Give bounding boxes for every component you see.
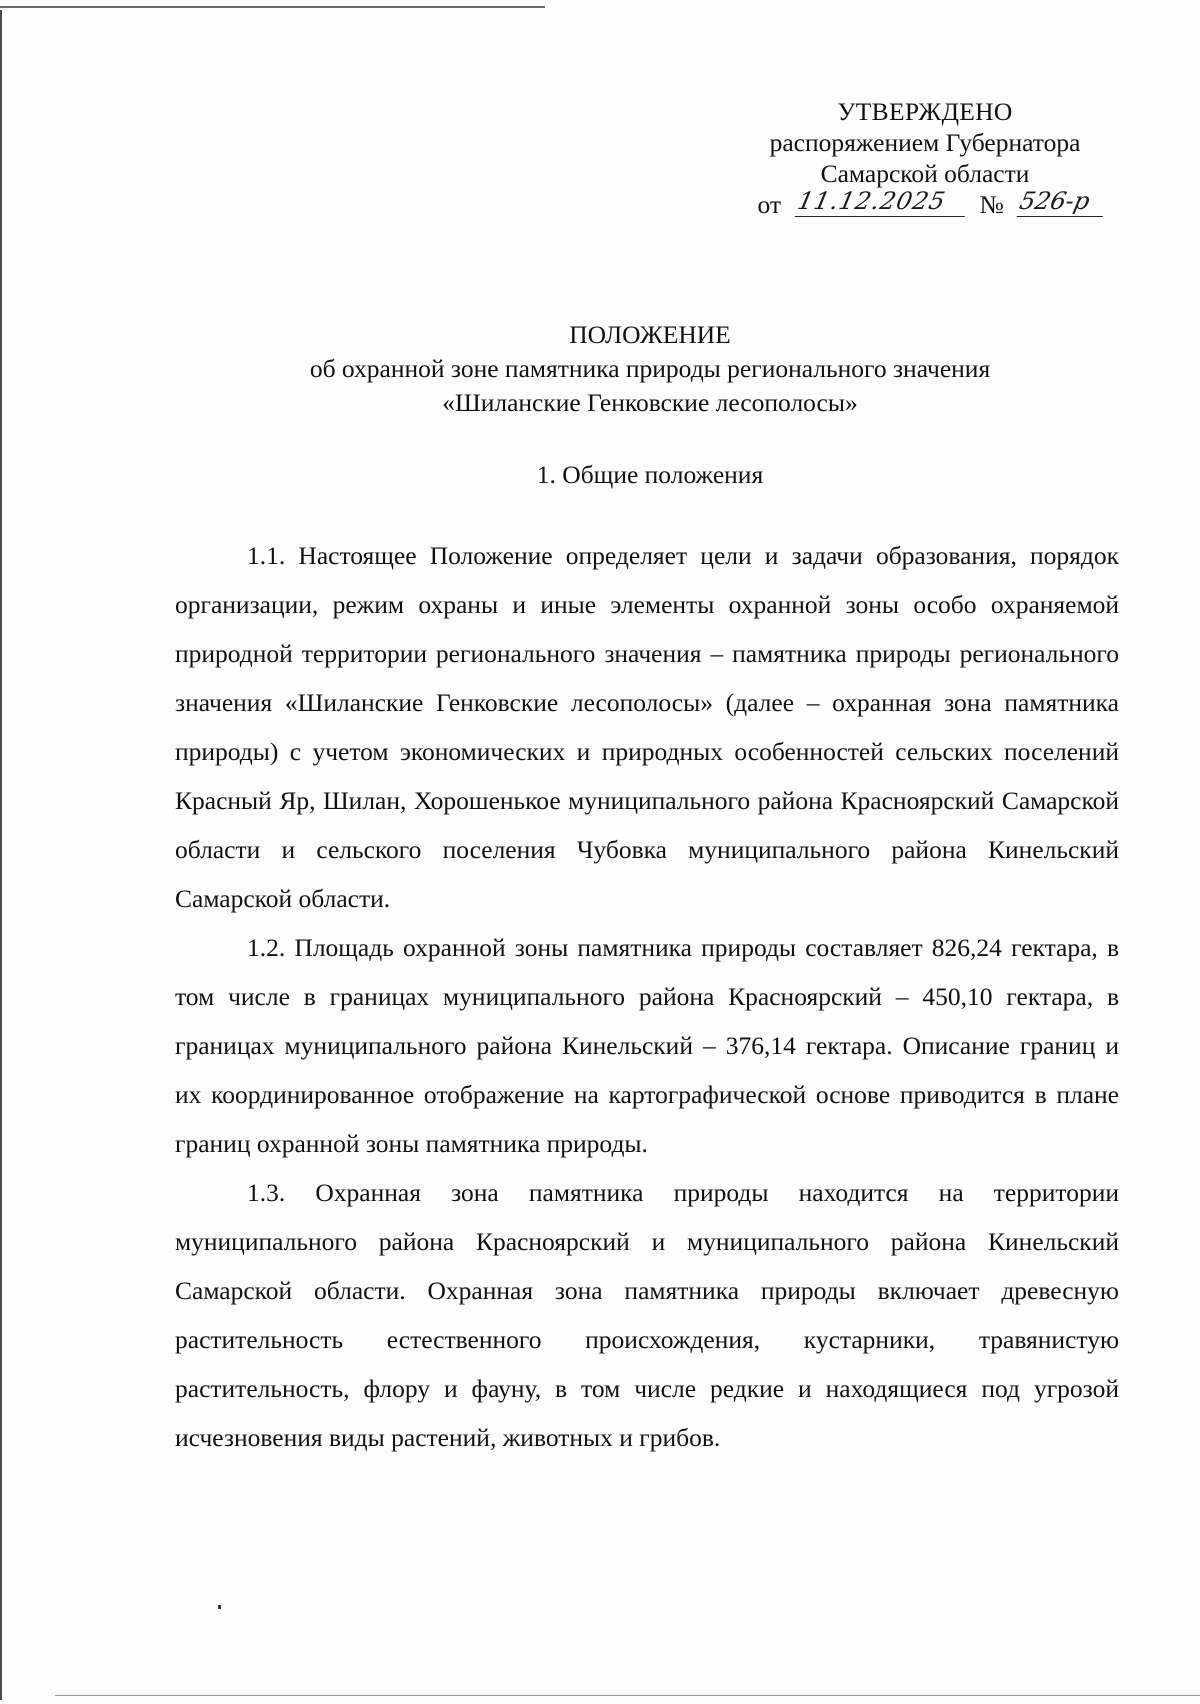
paragraph-1-1: 1.1. Настоящее Положение определяет цели и задачи образования, порядок организации, режим охраны и иные элементы охранной зоны особо охраняемой природной территории регионального значения – памятника природы регионального значения «Шиланские Генковские лесополосы» (далее – охранная зона памятника природы) с учетом экономических и природных особенностей сельских поселений Красный Яр, Шилан, Хорошенькое муниципального района Красноярский Самарской области и сельского поселения Чубовка муниципального района Кинельский Самарской области. (175, 541, 1119, 913)
scan-speck (218, 1605, 221, 1609)
number-sign: № (979, 190, 1004, 219)
document-name: «Шиланские Генковские лесополосы» (442, 388, 858, 417)
scan-edge-left (0, 10, 2, 1700)
scan-edge-top (0, 6, 545, 8)
approval-line-2: Самарской области (820, 159, 1030, 188)
document-heading (175, 318, 1125, 420)
section-title: 1. Общие положения (536, 460, 764, 489)
handwritten-date: 11.12.2025 (794, 186, 971, 217)
paragraph-1-3: 1.3. Охранная зона памятника природы находится на территории муниципального района Красноярский и муниципального района Кинельский Самарской области. Охранная зона памятника природы включает древесную растительность естественного происхождения, кустарники, травянистую растительность, флору и фауну, в том числе редкие и находящиеся под угрозой исчезновения виды растений, животных и грибов. (175, 1178, 1119, 1452)
scan-edge-bottom (55, 1695, 1200, 1696)
document-title: ПОЛОЖЕНИЕ (569, 320, 731, 349)
approval-block (700, 96, 1150, 230)
approval-date-line (758, 189, 1138, 223)
paragraph-1-2: 1.2. Площадь охранной зоны памятника природы составляет 826,24 гектара, в том числе в границах муниципального района Красноярский – 450,10 гектара, в границах муниципального района Кинельский – 376,14 гектара. Описание границ и их координированное отображение на картографической основе приводится в плане границ охранной зоны памятника природы. (175, 933, 1119, 1158)
document-body (175, 531, 1119, 1462)
approval-title: УТВЕРЖДЕНО (837, 97, 1013, 126)
date-prefix: от (757, 190, 782, 219)
document-subtitle: об охранной зоне памятника природы регионального значения (309, 354, 991, 383)
handwritten-number: 526-р (1016, 186, 1109, 217)
approval-line-1: распоряжением Губернатора (769, 128, 1081, 157)
